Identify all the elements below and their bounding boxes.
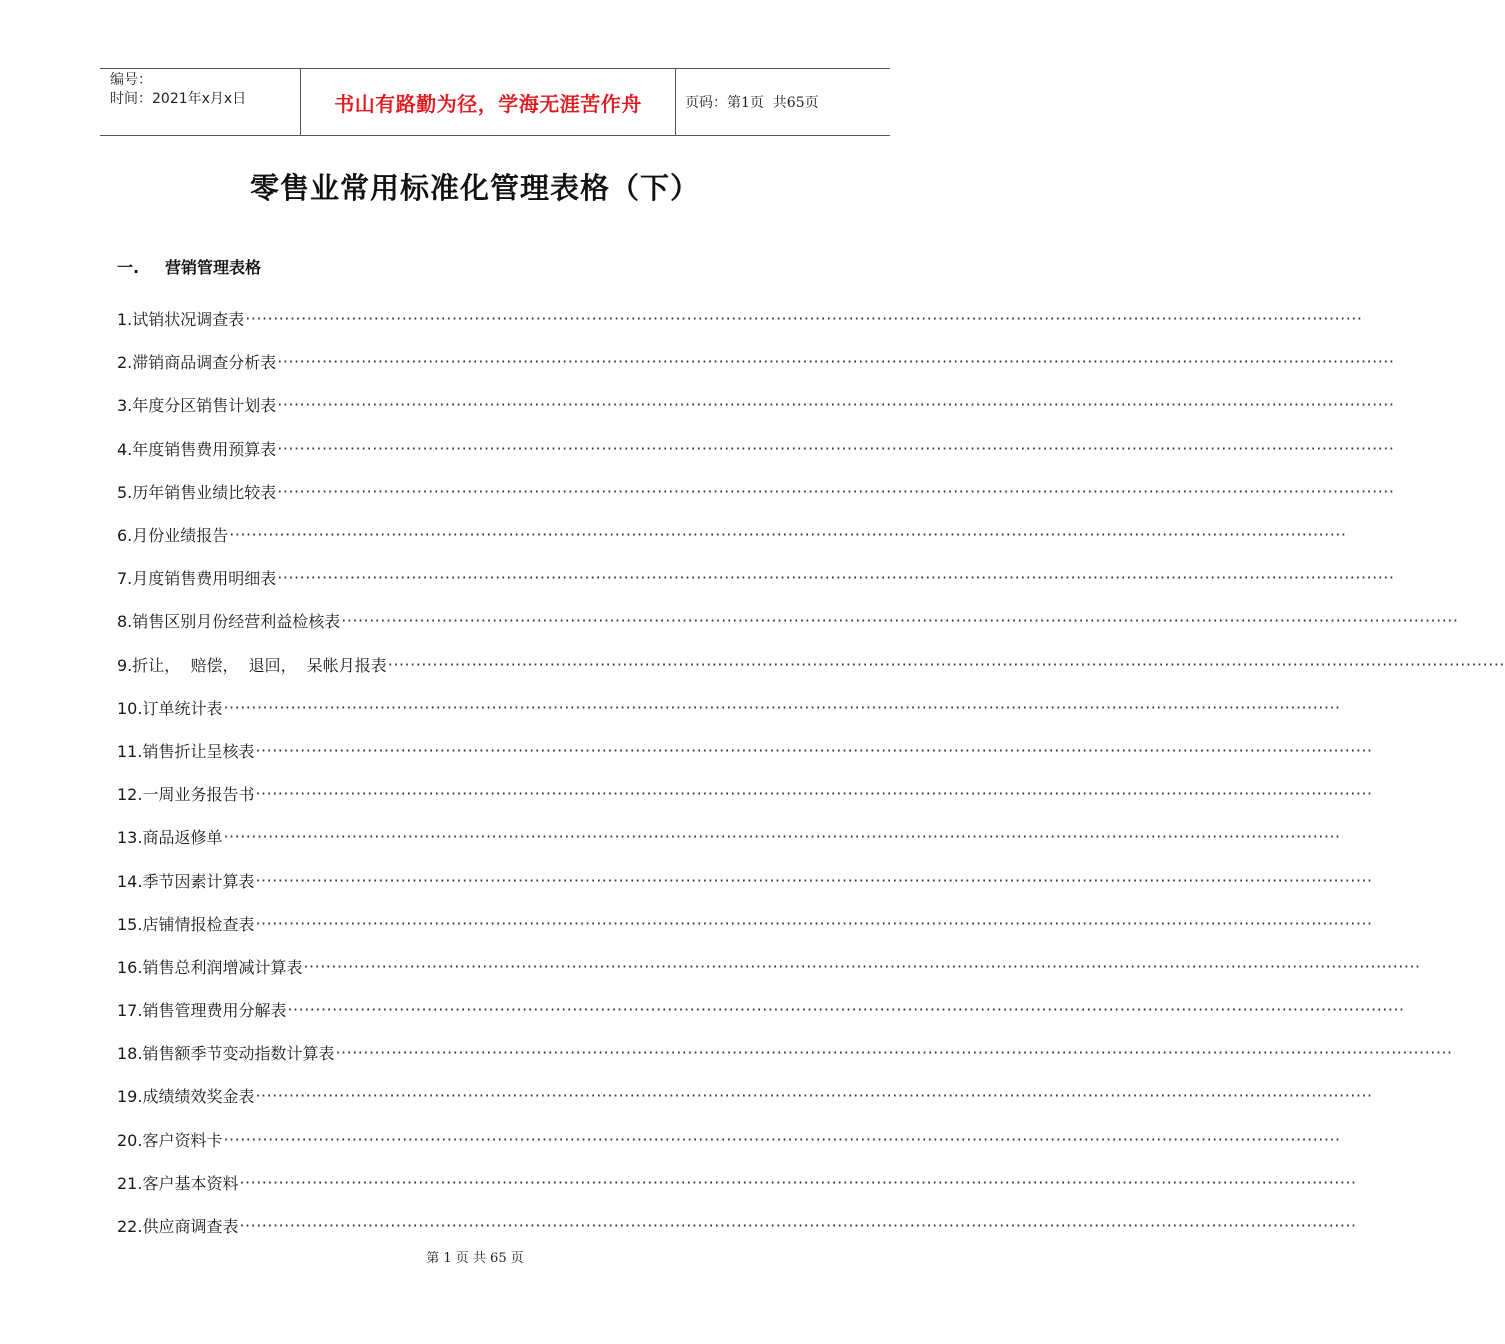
section-number: 一. <box>117 258 140 277</box>
toc-item[interactable] <box>117 1161 1357 1204</box>
section-heading <box>117 255 261 278</box>
toc-item-label: 5.历年销售业绩比较表 <box>117 482 277 502</box>
toc-item[interactable] <box>117 340 1395 383</box>
toc-leader-dots: ········································································································································································································ <box>245 309 1363 329</box>
document-title: 零售业常用标准化管理表格（下） <box>249 171 700 205</box>
toc-item-label: 21.客户基本资料 <box>117 1173 239 1193</box>
toc-item[interactable] <box>117 470 1395 513</box>
toc-item-label: 8.销售区别月份经营利益检核表 <box>117 612 341 632</box>
toc-leader-dots: ········································································································································································································ <box>223 827 1341 847</box>
toc-leader-dots: ········································································································································································································ <box>335 1043 1453 1063</box>
toc-item-label: 11.销售折让呈核表 <box>117 741 255 761</box>
toc-item[interactable] <box>117 772 1373 815</box>
header-meta <box>100 69 301 135</box>
toc-item-label: 22.供应商调查表 <box>117 1217 239 1237</box>
toc-item[interactable] <box>117 297 1363 340</box>
toc-leader-dots: ········································································································································································································ <box>277 352 1395 372</box>
toc-item-label: 19.成绩绩效奖金表 <box>117 1087 255 1107</box>
serial-label: 编号： <box>110 72 152 88</box>
toc-leader-dots: ········································································································································································································ <box>277 438 1395 458</box>
section-title: 营销管理表格 <box>165 258 262 277</box>
toc-item-label: 14.季节因素计算表 <box>117 871 255 891</box>
toc-item[interactable] <box>117 1074 1373 1117</box>
toc-leader-dots: ········································································································································································································ <box>303 956 1421 976</box>
header-page-info <box>676 69 890 135</box>
table-of-contents <box>117 297 1505 1247</box>
toc-item-label: 20.客户资料卡 <box>117 1130 223 1150</box>
toc-leader-dots: ········································································································································································································ <box>287 1000 1405 1020</box>
toc-leader-dots: ········································································································································································································ <box>277 481 1395 501</box>
toc-item-label: 3.年度分区销售计划表 <box>117 396 277 416</box>
toc-leader-dots: ········································································································································································································ <box>239 1216 1357 1236</box>
toc-leader-dots: ········································································································································································································ <box>277 568 1395 588</box>
toc-item[interactable] <box>117 729 1373 772</box>
toc-item-label: 18.销售额季节变动指数计算表 <box>117 1044 335 1064</box>
toc-item[interactable] <box>117 988 1405 1031</box>
toc-leader-dots: ········································································································································································································ <box>229 525 1347 545</box>
toc-item[interactable] <box>117 945 1421 988</box>
toc-leader-dots: ········································································································································································································ <box>255 870 1373 890</box>
toc-leader-dots: ········································································································································································································ <box>223 1129 1341 1149</box>
toc-leader-dots: ········································································································································································································ <box>277 395 1395 415</box>
toc-item[interactable] <box>117 556 1395 599</box>
toc-item[interactable] <box>117 858 1373 901</box>
toc-item[interactable] <box>117 599 1459 642</box>
toc-leader-dots: ········································································································································································································ <box>341 611 1459 631</box>
toc-leader-dots: ········································································································································································································ <box>255 784 1373 804</box>
toc-item[interactable] <box>117 1118 1341 1161</box>
toc-item-label: 9.折让， 赔偿， 退回， 呆帐月报表 <box>117 655 387 675</box>
toc-item-label: 2.滞销商品调查分析表 <box>117 353 277 373</box>
toc-leader-dots: ········································································································································································································ <box>239 1172 1357 1192</box>
toc-item[interactable] <box>117 383 1395 426</box>
date-label: 时间：2021年x月x日 <box>110 91 247 107</box>
page-info-text: 页码：第1页 共65页 <box>685 95 819 111</box>
page-footer: 第 1 页 共 65 页 <box>426 1251 524 1266</box>
toc-leader-dots: ········································································································································································································ <box>255 740 1373 760</box>
toc-item[interactable] <box>117 902 1373 945</box>
toc-item-label: 10.订单统计表 <box>117 698 223 718</box>
toc-item-label: 7.月度销售费用明细表 <box>117 569 277 589</box>
toc-item-label: 6.月份业绩报告 <box>117 526 229 546</box>
toc-leader-dots: ········································································································································································································ <box>387 654 1505 674</box>
toc-item[interactable] <box>117 427 1395 470</box>
toc-leader-dots: ········································································································································································································ <box>223 697 1341 717</box>
toc-item[interactable] <box>117 643 1505 686</box>
toc-item-label: 16.销售总利润增减计算表 <box>117 957 303 977</box>
toc-item[interactable] <box>117 686 1341 729</box>
toc-leader-dots: ········································································································································································································ <box>255 1086 1373 1106</box>
toc-item-label: 1.试销状况调查表 <box>117 310 245 330</box>
toc-item[interactable] <box>117 513 1347 556</box>
toc-leader-dots: ········································································································································································································ <box>255 913 1373 933</box>
page-header <box>100 68 890 136</box>
header-motto: 书山有路勤为径，学海无涯苦作舟 <box>301 69 676 135</box>
toc-item-label: 17.销售管理费用分解表 <box>117 1001 287 1021</box>
toc-item-label: 12.一周业务报告书 <box>117 785 255 805</box>
toc-item[interactable] <box>117 815 1341 858</box>
toc-item-label: 13.商品返修单 <box>117 828 223 848</box>
toc-item-label: 4.年度销售费用预算表 <box>117 439 277 459</box>
toc-item-label: 15.店铺情报检查表 <box>117 914 255 934</box>
toc-item[interactable] <box>117 1204 1357 1247</box>
toc-item[interactable] <box>117 1031 1453 1074</box>
